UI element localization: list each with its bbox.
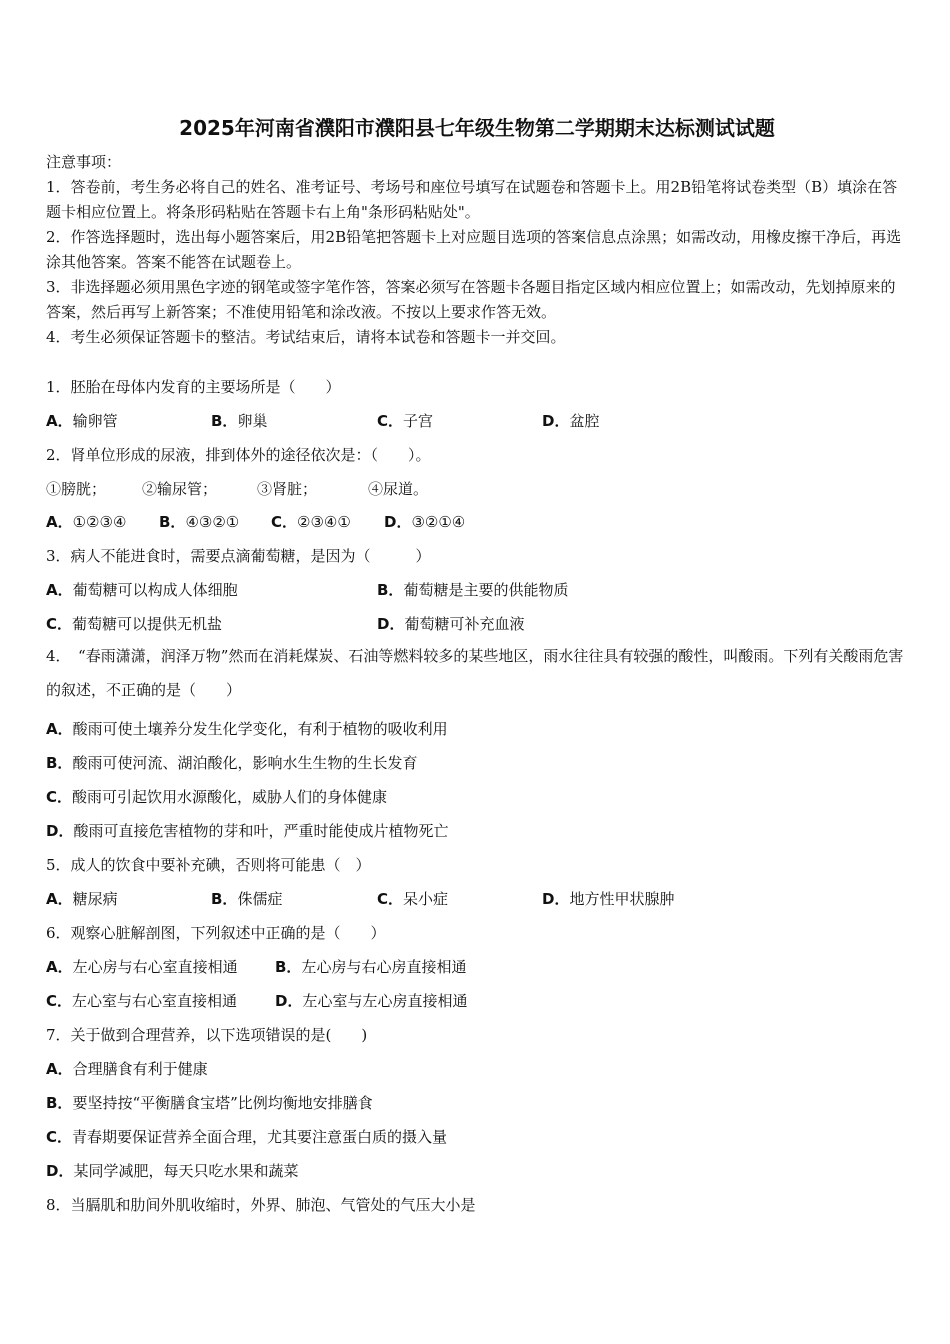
option-a	[46, 579, 238, 600]
option-letter: C．	[377, 412, 404, 430]
notes-item: 1．答卷前，考生务必将自己的姓名、准考证号、考场号和座位号填写在试题卷和答题卡上。用2B铅笔将试卷类型（B）填涂在答题卡相应位置上。将条形码粘贴在答题卡右上角"条形码粘贴处"。	[46, 178, 898, 221]
question-stem: 3．病人不能进食时，需要点滴葡萄糖，是因为（ ）	[46, 547, 431, 565]
option-text: 侏儒症	[237, 890, 283, 908]
option-letter: B．	[211, 412, 238, 430]
option-letter: A．	[46, 890, 73, 908]
option-text: ④③②①	[185, 513, 240, 531]
option-letter: A．	[46, 581, 73, 599]
sub-item: ①膀胱；	[46, 480, 107, 498]
option-letter: D．	[46, 822, 74, 840]
option-letter: B．	[46, 754, 73, 772]
notes-item: 3．非选择题必须用黑色字迹的钢笔或签字笔作答，答案必须写在答题卡各题目指定区域内相应位置上；如需改动，先划掉原来的答案，然后再写上新答案；不准使用铅笔和涂改液。不按以上要求作答无效。	[46, 278, 896, 321]
notes-item: 2．作答选择题时，选出每小题答案后，用2B铅笔把答题卡上对应题目选项的答案信息点涂黑；如需改动，用橡皮擦干净后，再选涂其他答案。答案不能答在试题卷上。	[46, 228, 902, 271]
option-text: 地方性甲状腺肿	[569, 890, 675, 908]
option-text: ①②③④	[72, 513, 127, 531]
question-stem: 1．胚胎在母体内发育的主要场所是（ ）	[46, 378, 341, 396]
option-letter: C．	[46, 1128, 73, 1146]
option-letter: C．	[377, 890, 404, 908]
option-letter: A．	[46, 1060, 73, 1078]
question-stem: 5．成人的饮食中要补充碘，否则将可能患（ ）	[46, 856, 371, 874]
option-text: 酸雨可直接危害植物的芽和叶，严重时能使成片植物死亡	[73, 822, 449, 840]
option-b	[211, 410, 267, 431]
option-text: 合理膳食有利于健康	[72, 1060, 208, 1078]
option-b	[275, 956, 466, 977]
sub-item: ②输尿管；	[142, 480, 218, 498]
option-text: ③②①④	[411, 513, 466, 531]
option-text: 呆小症	[403, 890, 449, 908]
option-text: 葡萄糖可以提供无机盐	[72, 615, 223, 633]
option-letter: C．	[46, 992, 73, 1010]
option-c	[377, 410, 433, 431]
question-stem: 8．当膈肌和肋间外肌收缩时，外界、肺泡、气管处的气压大小是	[46, 1196, 476, 1214]
option-b	[377, 579, 568, 600]
option-c	[271, 511, 351, 532]
option-text: 糖尿病	[72, 890, 118, 908]
option-d	[542, 888, 674, 909]
option-letter: A．	[46, 958, 73, 976]
page-title: 2025年河南省濮阳市濮阳县七年级生物第二学期期末达标测试试题	[179, 116, 775, 140]
option-c	[46, 990, 237, 1011]
option-letter: C．	[46, 788, 73, 806]
option-text: 盆腔	[569, 412, 600, 430]
option-text: 左心室与右心室直接相通	[72, 992, 238, 1010]
question-stem: 4． “春雨潇潇，润泽万物”然而在消耗煤炭、石油等燃料较多的某些地区，雨水往往具有较强的酸性，叫酸雨。下列有关酸雨危害的叙述，不正确的是（ ）	[46, 647, 904, 699]
option-letter: B．	[211, 890, 238, 908]
option-d	[384, 511, 465, 532]
option-b	[159, 511, 239, 532]
option-letter: C．	[271, 513, 298, 531]
notes-section	[46, 150, 908, 350]
option-d	[46, 820, 448, 841]
option-c	[46, 1126, 447, 1147]
option-d	[542, 410, 599, 431]
option-letter: B．	[377, 581, 404, 599]
option-text: 某同学减肥，每天只吃水果和蔬菜	[73, 1162, 299, 1180]
option-c	[377, 888, 448, 909]
option-text: 酸雨可使河流、湖泊酸化，影响水生生物的生长发育	[72, 754, 418, 772]
question-stem: 2．肾单位形成的尿液，排到体外的途径依次是：（ ）。	[46, 446, 431, 464]
option-text: 卵巢	[237, 412, 268, 430]
sub-item: ③肾脏；	[257, 480, 318, 498]
option-text: 葡萄糖可补充血液	[404, 615, 525, 633]
option-text: 酸雨可引起饮用水源酸化，威胁人们的身体健康	[72, 788, 388, 806]
option-letter: B．	[159, 513, 186, 531]
option-c	[46, 786, 387, 807]
option-text: 要坚持按“平衡膳食宝塔”比例均衡地安排膳食	[72, 1094, 373, 1112]
option-text: 左心室与左心房直接相通	[302, 992, 468, 1010]
option-text: 左心房与右心房直接相通	[301, 958, 467, 976]
notes-item: 4．考生必须保证答题卡的整洁。考试结束后，请将本试卷和答题卡一并交回。	[46, 328, 566, 346]
option-d	[46, 1160, 298, 1181]
notes-heading: 注意事项：	[46, 153, 122, 171]
option-letter: A．	[46, 720, 73, 738]
option-letter: D．	[275, 992, 303, 1010]
option-b	[46, 1092, 373, 1113]
option-d	[275, 990, 467, 1011]
option-letter: C．	[46, 615, 73, 633]
option-a	[46, 956, 238, 977]
option-b	[211, 888, 282, 909]
option-letter: B．	[275, 958, 302, 976]
option-d	[377, 613, 524, 634]
option-letter: D．	[46, 1162, 74, 1180]
option-letter: A．	[46, 513, 73, 531]
option-a	[46, 888, 118, 909]
option-text: 子宫	[403, 412, 434, 430]
option-letter: B．	[46, 1094, 73, 1112]
option-text: 葡萄糖可以构成人体细胞	[72, 581, 238, 599]
option-text: 酸雨可使土壤养分发生化学变化，有利于植物的吸收利用	[72, 720, 448, 738]
option-text: 葡萄糖是主要的供能物质	[403, 581, 569, 599]
option-a	[46, 410, 118, 431]
option-text: 青春期要保证营养全面合理，尤其要注意蛋白质的摄入量	[72, 1128, 448, 1146]
question-stem: 6．观察心脏解剖图，下列叙述中正确的是（ ）	[46, 924, 386, 942]
option-text: 左心房与右心室直接相通	[72, 958, 238, 976]
option-a	[46, 718, 448, 739]
option-letter: A．	[46, 412, 73, 430]
option-b	[46, 752, 417, 773]
option-letter: D．	[377, 615, 405, 633]
option-c	[46, 613, 222, 634]
option-a	[46, 511, 126, 532]
option-letter: D．	[384, 513, 412, 531]
option-text: 输卵管	[72, 412, 118, 430]
question-stem: 7．关于做到合理营养，以下选项错误的是( )	[46, 1026, 368, 1044]
option-letter: D．	[542, 890, 570, 908]
option-a	[46, 1058, 208, 1079]
option-text: ②③④①	[297, 513, 351, 531]
sub-item: ④尿道。	[368, 480, 429, 498]
option-letter: D．	[542, 412, 570, 430]
